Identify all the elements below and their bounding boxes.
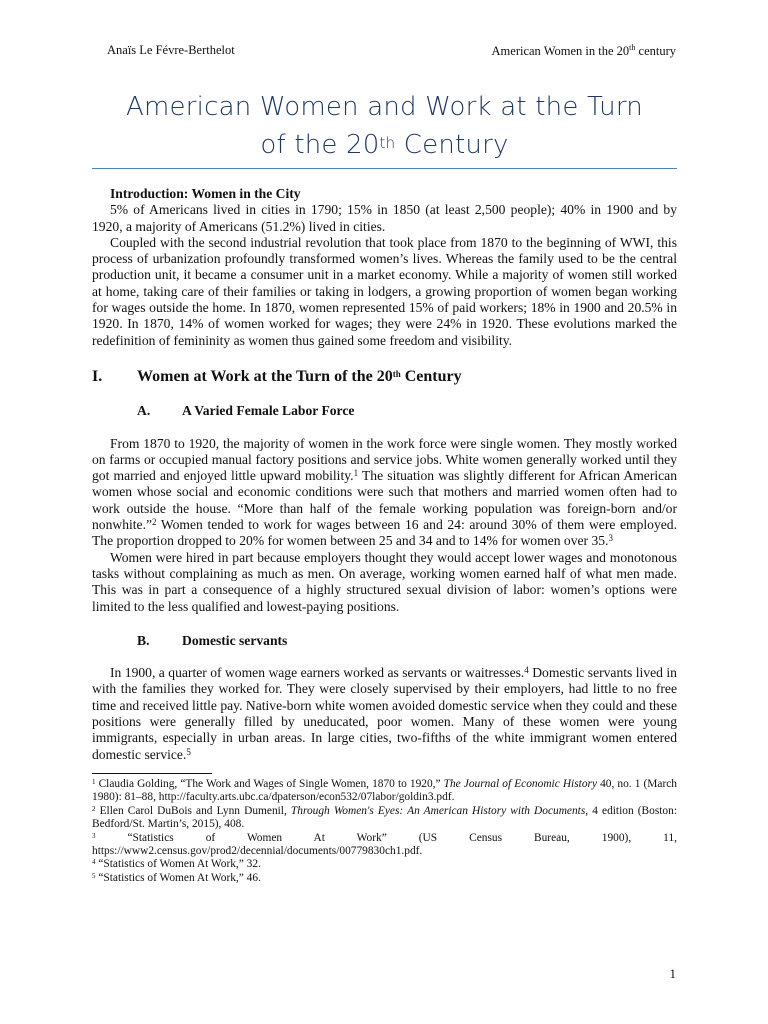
intro-paragraph-1: 5% of Americans lived in cities in 1790; 15% in 1850 (at least 2,500 people); 40% in 1900 and by 1920, a majority of Americans (51.2%) lived in cities.	[92, 202, 677, 234]
section-1-title	[137, 369, 462, 385]
title-line-2-tail: Century	[395, 130, 509, 160]
text-run: Domestic servants lived in with the families they worked for. They were closely supervised by their employers, had little to no free time and received little pay. Native-born white women avoided domestic service when they could and these positions were generally filled by uneducated, poor women. Many of these women were young immigrants, especially in urban areas. In large cities, two-fifths of the white immigrant women entered domestic service.	[92, 665, 677, 762]
footnote-separator	[92, 773, 212, 774]
subsection-a-number: A.	[137, 403, 151, 419]
subsection-b-heading	[137, 633, 677, 649]
text-run: From 1870 to 1920, the majority of women in the work force were single women. They mostly worked on farms or occupied manual factory positions and service jobs. White women generally worked until they got married and enjoyed little upward mobility.	[92, 435, 677, 484]
footnote-1	[92, 778, 677, 805]
footnote-1-link-text[interactable]: 40, no. 1 (March 1980): 81–88, http://faculty.arts.ubc.ca/dpaterson/econ532/07labor/goldin3.pdf.	[92, 777, 677, 804]
text-run: The situation was slightly different for African American women whose social and economic conditions were such that mothers and married women often had to work outside the house. “More than half of the female working population was foreign-born and/or nonwhite.”	[92, 468, 678, 533]
title-line-1: American Women and Work at the Turn	[126, 92, 643, 122]
footnote-ref-2[interactable]: 2	[152, 517, 157, 528]
spacer	[92, 420, 677, 436]
footnote-5-text: “Statistics of Women At Work,” 46.	[95, 871, 261, 884]
footnote-2-number: 2	[92, 804, 96, 813]
footnote-ref-3[interactable]: 3	[608, 533, 613, 544]
footnote-3-number: 3	[92, 831, 96, 840]
subsection-a-heading	[137, 403, 677, 419]
footnote-2	[92, 805, 677, 832]
footnote-3	[92, 832, 677, 845]
footnote-1-text: Claudia Golding, “The Work and Wages of Single Women, 1870 to 1920,”	[95, 777, 444, 790]
section-1-number: I.	[92, 367, 103, 385]
section-1-heading	[92, 369, 677, 385]
page-number: 1	[669, 966, 676, 981]
footnote-ref-5[interactable]: 5	[186, 746, 191, 757]
footnote-2-book: Through Women's Eyes: An American History with Documents	[290, 804, 586, 817]
subsection-b-paragraph-1	[92, 665, 677, 763]
footnote-2-tail: , 4 edition (Boston: Bedford/St. Martin’s, 2015), 408.	[92, 804, 677, 831]
footnote-1-journal: The Journal of Economic History	[443, 777, 598, 790]
text-run: In 1900, a quarter of women wage earners worked as servants or waitresses.	[110, 665, 525, 681]
footnote-4-number: 4	[92, 858, 96, 867]
footnote-5-number: 5	[92, 871, 96, 880]
title-line-2	[92, 126, 677, 164]
footnote-5	[92, 872, 677, 885]
page-title	[92, 88, 677, 164]
document-body	[92, 186, 677, 885]
title-divider	[92, 168, 677, 169]
title-line-2-text: of the 20	[260, 130, 380, 160]
footnote-4-text: “Statistics of Women At Work,” 32.	[95, 858, 261, 871]
subsection-b-title: Domestic servants	[182, 632, 288, 648]
text-run: Women tended to work for wages between 16 and 24: around 30% of them were employed. The proportion dropped to 20% for women between 25 and 34 and to 14% for women over 35.	[92, 517, 677, 549]
header-running-title-text: American Women in the 20	[491, 44, 630, 59]
header-author: Anaïs Le Févre-Berthelot	[107, 43, 235, 57]
subsection-a-paragraph-2: Women were hired in part because employers thought they would accept lower wages and monotonous tasks without complaining as much as men. On average, working women earned half of what men made. This was in part a consequence of a highly structured sexual division of labor: women’s options were limited to the less qualified and lowest-paying positions.	[92, 549, 677, 614]
subsection-a-paragraph-1	[92, 436, 677, 550]
footnote-ref-1[interactable]: 1	[353, 468, 359, 479]
section-1-title-text: Women at Work at the Turn of the 20	[137, 367, 393, 385]
footnote-3-url[interactable]: https://www2.census.gov/prod2/decennial/documents/00779830ch1.pdf.	[92, 844, 423, 857]
subsection-a-title: A Varied Female Labor Force	[182, 403, 355, 419]
subsection-b-number: B.	[137, 632, 150, 648]
header-superscript: th	[629, 43, 636, 52]
intro-paragraph-2: Coupled with the second industrial revolution that took place from 1870 to the beginning of WWI, this process of urbanization profoundly transformed women’s lives. Whereas the family used to be the central production unit, it became a consumer unit in a market economy. While a majority of women still worked at home, taking care of their families or taking in lodgers, a growing proportion of women began working for wages outside the home. In 1870, women represented 15% of paid workers; 18% in 1900 and 20.5% in 1920. In 1870, 14% of women worked for wages; they were 24% in 1920. These evolutions marked the redefinition of femininity as women thus gained some freedom and visibility.	[92, 234, 677, 348]
header-running-title-tail: century	[635, 44, 676, 59]
title-superscript: th	[379, 134, 396, 152]
footnote-ref-4[interactable]: 4	[524, 665, 529, 676]
intro-heading: Introduction: Women in the City	[110, 186, 301, 201]
section-1-superscript: th	[392, 368, 401, 379]
footnote-4	[92, 858, 677, 871]
section-1-title-tail: Century	[400, 367, 462, 385]
spacer	[92, 649, 677, 665]
footnote-2-text: Ellen Carol DuBois and Lynn Dumenil,	[95, 804, 291, 817]
footnote-1-number: 1	[92, 777, 96, 786]
footnote-3-text: “Statistics of Women At Work” (US Census Bureau, 1900), 11,	[95, 831, 677, 844]
header-running-title	[492, 43, 676, 59]
